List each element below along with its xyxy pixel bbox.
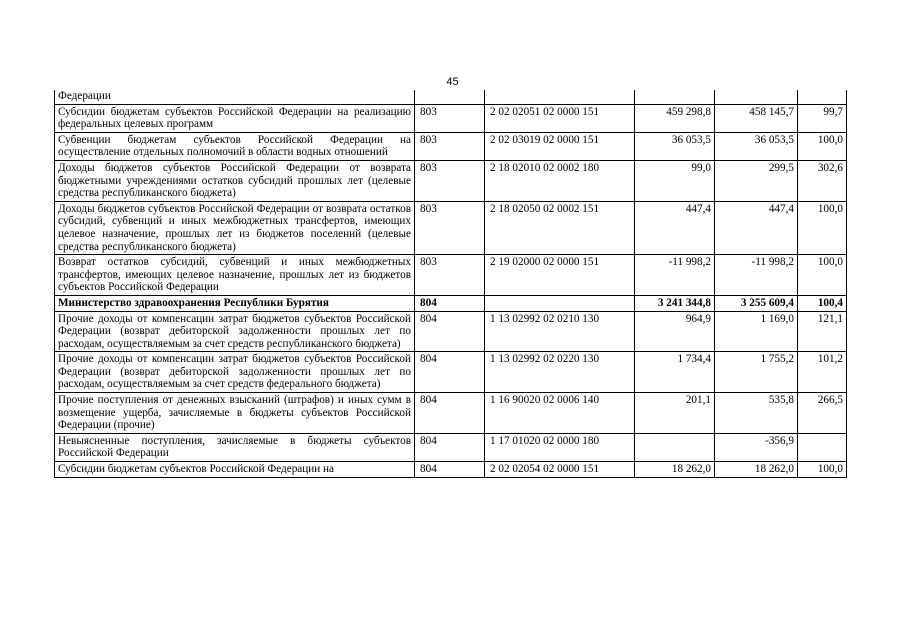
percent-cell: 100,0 <box>798 255 847 296</box>
actual-amount-cell: 447,4 <box>715 201 798 254</box>
revenue-name-cell: Невыясненные поступления, зачисляемые в бюджеты субъектов Российской Федерации <box>55 433 415 461</box>
table-row <box>55 433 847 461</box>
plan-amount-cell: 964,9 <box>635 311 715 352</box>
plan-amount-cell: 459 298,8 <box>635 104 715 132</box>
percent-cell: 100,0 <box>798 462 847 478</box>
admin-code-cell <box>415 90 485 104</box>
budget-code-cell: 2 02 03019 02 0000 151 <box>485 132 635 160</box>
budget-code-cell: 1 16 90020 02 0006 140 <box>485 393 635 434</box>
plan-amount-cell <box>635 433 715 461</box>
percent-cell: 101,2 <box>798 352 847 393</box>
percent-cell: 99,7 <box>798 104 847 132</box>
admin-code-cell: 803 <box>415 255 485 296</box>
budget-code-cell: 1 13 02992 02 0220 130 <box>485 352 635 393</box>
budget-code-cell <box>485 295 635 311</box>
revenue-name-cell: Субвенции бюджетам субъектов Российской Федерации на осуществление отдельных полномочий в области водных отношений <box>55 132 415 160</box>
percent-cell: 302,6 <box>798 160 847 201</box>
budget-code-cell: 2 19 02000 02 0000 151 <box>485 255 635 296</box>
admin-code-cell: 804 <box>415 393 485 434</box>
plan-amount-cell: 447,4 <box>635 201 715 254</box>
revenue-name-cell: Доходы бюджетов субъектов Российской Федерации от возврата остатков субсидий, субвенций и иных межбюджетных трансфертов, имеющих целевое назначение, прошлых лет из бюджетов поселений (целевые средства республиканского бюджета) <box>55 201 415 254</box>
budget-code-cell: 2 18 02050 02 0002 151 <box>485 201 635 254</box>
revenue-name-cell: Прочие поступления от денежных взысканий (штрафов) и иных сумм в возмещение ущерба, зачисляемые в бюджеты субъектов Российской Федерации (прочие) <box>55 393 415 434</box>
budget-code-cell: 2 18 02010 02 0002 180 <box>485 160 635 201</box>
admin-code-cell: 804 <box>415 311 485 352</box>
admin-code-cell: 804 <box>415 462 485 478</box>
revenue-name-cell: Прочие доходы от компенсации затрат бюджетов субъектов Российской Федерации (возврат дебиторской задолженности прошлых лет по расходам, осуществляемым за счет средств республиканского бюджета) <box>55 311 415 352</box>
table-row <box>55 255 847 296</box>
percent-cell: 100,0 <box>798 132 847 160</box>
revenue-name-cell: Доходы бюджетов субъектов Российской Федерации от возврата бюджетными учреждениями остатков субсидий прошлых лет (целевые средства республиканского бюджета) <box>55 160 415 201</box>
budget-code-cell: 1 13 02992 02 0210 130 <box>485 311 635 352</box>
plan-amount-cell: 3 241 344,8 <box>635 295 715 311</box>
actual-amount-cell: 3 255 609,4 <box>715 295 798 311</box>
plan-amount-cell <box>635 90 715 104</box>
admin-code-cell: 803 <box>415 132 485 160</box>
percent-cell: 100,4 <box>798 295 847 311</box>
revenue-name-cell: Субсидии бюджетам субъектов Российской Федерации на <box>55 462 415 478</box>
table-row <box>55 104 847 132</box>
continuation-row <box>55 90 847 104</box>
percent-cell: 121,1 <box>798 311 847 352</box>
revenue-name-cell: Субсидии бюджетам субъектов Российской Федерации на реализацию федеральных целевых программ <box>55 104 415 132</box>
actual-amount-cell: 1 169,0 <box>715 311 798 352</box>
actual-amount-cell: -11 998,2 <box>715 255 798 296</box>
table-row <box>55 462 847 478</box>
plan-amount-cell: 99,0 <box>635 160 715 201</box>
table-row <box>55 393 847 434</box>
admin-code-cell: 803 <box>415 201 485 254</box>
budget-code-cell: 2 02 02051 02 0000 151 <box>485 104 635 132</box>
budget-code-cell: 1 17 01020 02 0000 180 <box>485 433 635 461</box>
actual-amount-cell: 36 053,5 <box>715 132 798 160</box>
table-row <box>55 352 847 393</box>
table-body <box>55 90 847 477</box>
plan-amount-cell: 201,1 <box>635 393 715 434</box>
plan-amount-cell: 1 734,4 <box>635 352 715 393</box>
actual-amount-cell <box>715 90 798 104</box>
percent-cell <box>798 433 847 461</box>
table-row <box>55 201 847 254</box>
plan-amount-cell: 36 053,5 <box>635 132 715 160</box>
actual-amount-cell: 1 755,2 <box>715 352 798 393</box>
revenue-name-cell: Возврат остатков субсидий, субвенций и иных межбюджетных трансфертов, имеющих целевое назначение, прошлых лет из бюджетов субъектов Российской Федерации <box>55 255 415 296</box>
budget-code-cell: 2 02 02054 02 0000 151 <box>485 462 635 478</box>
revenue-name-cell: Прочие доходы от компенсации затрат бюджетов субъектов Российской Федерации (возврат дебиторской задолженности прошлых лет по расходам, осуществляемым за счет средств федерального бюджета) <box>55 352 415 393</box>
admin-code-cell: 804 <box>415 433 485 461</box>
revenue-name-cell: Федерации <box>55 90 415 104</box>
admin-code-cell: 804 <box>415 295 485 311</box>
percent-cell <box>798 90 847 104</box>
revenue-name-cell: Министерство здравоохранения Республики Бурятия <box>55 295 415 311</box>
page-number: 45 <box>446 76 459 88</box>
plan-amount-cell: -11 998,2 <box>635 255 715 296</box>
actual-amount-cell: 299,5 <box>715 160 798 201</box>
budget-code-cell <box>485 90 635 104</box>
admin-code-cell: 804 <box>415 352 485 393</box>
actual-amount-cell: 535,8 <box>715 393 798 434</box>
actual-amount-cell: 458 145,7 <box>715 104 798 132</box>
actual-amount-cell: -356,9 <box>715 433 798 461</box>
admin-code-cell: 803 <box>415 104 485 132</box>
revenue-table <box>54 90 847 478</box>
table-row <box>55 132 847 160</box>
percent-cell: 266,5 <box>798 393 847 434</box>
table-row <box>55 160 847 201</box>
plan-amount-cell: 18 262,0 <box>635 462 715 478</box>
ministry-row <box>55 295 847 311</box>
admin-code-cell: 803 <box>415 160 485 201</box>
actual-amount-cell: 18 262,0 <box>715 462 798 478</box>
table-row <box>55 311 847 352</box>
percent-cell: 100,0 <box>798 201 847 254</box>
